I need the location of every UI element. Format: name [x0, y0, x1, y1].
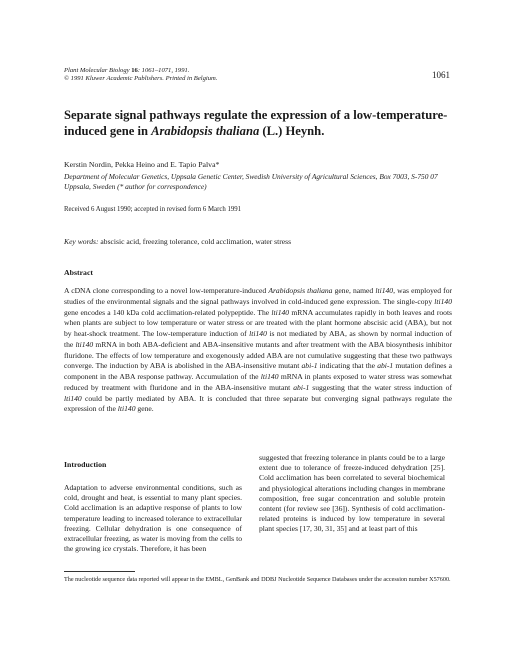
received-date: Received 6 August 1990; accepted in revised form 6 March 1991 — [64, 206, 242, 213]
footnote: The nucleotide sequence data reported will appear in the EMBL, GenBank and DDBJ Nucleotide Sequence Databases under the accession number X57600. — [64, 576, 451, 583]
abstract-text: , was employed for studies of the environmental signals and the signal pathways involved in cold-induced gene expression. The single-copy — [64, 286, 453, 306]
abstract-italic: lti140 — [64, 393, 82, 403]
journal-name: Plant Molecular Biology — [64, 67, 130, 74]
title-species: Arabidopsis thaliana — [151, 124, 260, 138]
abstract-text: is not mediated by ABA, as shown by normal induction of the — [64, 329, 452, 349]
abstract-text: gene, named — [332, 286, 376, 295]
abstract-italic: lti140 — [260, 372, 279, 381]
citation-line — [64, 67, 217, 75]
abstract-body — [64, 286, 452, 415]
abstract-italic: abi-1 — [301, 361, 318, 371]
abstract-italic: lti140 — [75, 339, 94, 349]
abstract-italic: lti140 — [434, 296, 452, 306]
abstract-text: A cDNA clone corresponding to a novel low-temperature-induced — [64, 286, 269, 295]
abstract-text: mRNA in plants exposed to water stress was somewhat reduced by treatment with fluridone and in the ABA-insensitive mutant — [64, 372, 452, 392]
abstract-italic: lti140 — [117, 404, 136, 414]
author-list: Kerstin Nordin, Pekka Heino and E. Tapio Palva* — [64, 160, 220, 169]
keywords-label: Key words: — [64, 237, 99, 246]
abstract-italic: lti140 — [271, 307, 290, 317]
introduction-column-right: suggested that freezing tolerance in plants could be to a large extent due to tolerance of freeze-induced dehydration [25]. Cold acclimation has been correlated to several biochemical and physiological alterations including changes in membrane composition, free sugar concentration and soluble protein content (for review see [36]). Synthesis of cold acclimation-related proteins is induced by low temperature in several plant species [17, 30, 31, 35] and at least part of this — [259, 453, 445, 534]
paper-title — [64, 107, 464, 139]
journal-header — [64, 67, 217, 83]
abstract-text: indicating that the — [317, 361, 378, 371]
abstract-text: could be partly mediated by ABA. It is concluded that three separate but converging signal pathways regulate the expression of the — [64, 393, 452, 414]
footnote-divider — [64, 571, 135, 572]
introduction-column-left: Adaptation to adverse environmental conditions, such as cold, drought and heat, is essential to many plant species. Cold acclimation is an adaptive response of plants to low temperature leading to increased tolerance to extracellular freezing. Cellular dehydration is one consequence of extracellular freezing, as water is moving from the cells to the growing ice crystals. Therefore, it has been — [64, 483, 242, 554]
journal-volume: 16 — [131, 67, 138, 74]
title-text: Separate signal pathways regulate the expression of a low-temperature-induced gene in — [64, 108, 448, 138]
abstract-italic: abi-1 — [377, 361, 394, 371]
abstract-text: suggesting that the water stress induction of — [309, 382, 453, 392]
abstract-italic: abi-1 — [293, 382, 310, 392]
keywords — [64, 237, 291, 246]
keywords-text: abscisic acid, freezing tolerance, cold acclimation, water stress — [98, 237, 292, 246]
abstract-text: gene encodes a 140 kDa cold acclimation-related polypeptide. The — [64, 307, 272, 317]
abstract-text: gene. — [135, 404, 154, 414]
abstract-text: mRNA accumulates rapidly in both leaves and roots when plants are subject to low temperature or water stress or are treated with the plant hormone abscisic acid (ABA), but not by heat-shock treatment. The low-temperature induction of — [64, 307, 453, 338]
introduction-heading: Introduction — [64, 460, 107, 469]
abstract-text: mRNA in both ABA-deficient and ABA-insensitive mutants and after treatment with the ABA biosynthesis inhibitor fluridone. The effects of low temperature and exogenously added ABA are not cumulative suggesting that these two pathways converge. The induction by ABA is abolished in the ABA-insensitive mutant — [64, 339, 452, 371]
page-number: 1061 — [432, 70, 450, 80]
abstract-italic: lti140 — [375, 286, 394, 295]
abstract-italic: lti140 — [249, 329, 267, 338]
abstract-heading: Abstract — [64, 268, 94, 277]
copyright-line: © 1991 Kluwer Academic Publishers. Printed in Belgium. — [64, 75, 218, 83]
title-authority: (L.) Heynh. — [259, 124, 325, 138]
abstract-text: mutation defines a component in the ABA response pathway. Accumulation of the — [64, 361, 452, 381]
abstract-italic: Arabidopsis thaliana — [268, 286, 333, 295]
affiliation: Department of Molecular Genetics, Uppsala Genetic Center, Swedish University of Agricultural Sciences, Box 7003, S-750 07 Uppsala, Sweden (* author for correspondence) — [64, 172, 438, 192]
journal-pages: : 1061–1071, 1991. — [137, 67, 190, 74]
